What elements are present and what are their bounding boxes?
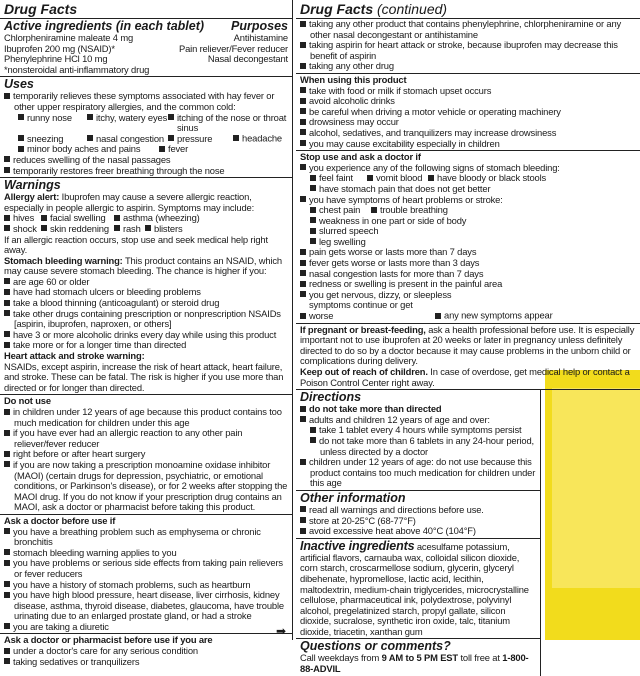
stomach-item: have had stomach ulcers or bleeding problems [4, 287, 288, 298]
stop-heart-symptom: leg swelling [300, 237, 636, 248]
ask-doctor-item: you have high blood pressure, heart disease, liver cirrhosis, kidney disease, asthma, thyroid disease, diabetes, glaucoma, have trouble urinating due to an enlarged prostate gland, or had a stroke [4, 590, 288, 622]
other-information-heading: Other information [300, 490, 406, 505]
stomach-item: are age 60 or older [4, 277, 288, 288]
uses-symptoms: runny nose itchy, watery eyes itching of the nose or throat sneezing nasal congestionsinus pressure headache minor body aches and pains fever [4, 113, 288, 155]
ingredient-name: Chlorpheniramine maleate 4 mg [4, 32, 134, 43]
ingredient-name: Ibuprofen 200 mg (NSAID)* [4, 42, 115, 54]
drug-facts-continued-title: Drug Facts (continued) [296, 0, 640, 19]
stomach-item: have 3 or more alcoholic drinks every day while using this product [4, 330, 288, 341]
do-not-use-label: Do not use [4, 395, 51, 407]
continued-item: taking aspirin for heart attack or stroke, because ibuprofen may decrease this benefit of aspirin [300, 40, 636, 61]
continued-item: taking any other drug [300, 61, 636, 72]
active-ingredients-section [0, 19, 292, 77]
warnings-heading: Warnings [4, 178, 61, 193]
drug-facts-title: Drug Facts [0, 0, 292, 19]
ask-pharmacist-label: Ask a doctor or pharmacist before use if you are [4, 634, 213, 646]
other-info-item: store at 20-25°C (68-77°F) [300, 516, 536, 527]
other-info-item: read all warnings and directions before use. [300, 505, 536, 516]
ask-doctor-label: Ask a doctor before use if [4, 514, 116, 526]
uses-item: temporarily relieves these symptoms associated with hay fever or other upper respiratory allergies, and the common cold: [4, 91, 288, 112]
pregnancy-warning: If pregnant or breast-feeding, ask a health professional before use. It is especially important not to use ibuprofen at 20 weeks or later in pregnancy unless definitely directed to do so by a doctor because it may cause problems in the unborn child or complications during delivery. [300, 323, 635, 367]
stop-use-item: you have symptoms of heart problems or stroke: [300, 195, 636, 206]
nsaid-footnote: *nonsteroidal anti-inflammatory drug [4, 63, 150, 75]
questions-phone: Call weekdays from 9 AM to 5 PM EST toll free at 1-800-88-ADVIL [300, 652, 529, 675]
ingredient-purpose: Antihistamine [233, 32, 288, 43]
warnings-section [0, 178, 292, 668]
ask-doctor-item: stomach bleeding warning applies to you [4, 548, 288, 559]
stomach-warning: Stomach bleeding warning: This product contains an NSAID, which may cause severe stomach bleeding. The chance is higher if you: [4, 254, 282, 277]
when-using-item: drowsiness may occur [300, 117, 636, 128]
do-not-use-item: in children under 12 years of age because this product contains too much medication for children under this age [4, 407, 288, 428]
directions-item: children under 12 years of age: do not use because this product contains too much medication for children under this age [300, 457, 536, 489]
uses-item: temporarily restores freer breathing through the nose [4, 166, 288, 177]
stop-use-item: you get nervous, dizzy, or sleepless [300, 290, 636, 301]
directions-heading: Directions [300, 390, 362, 405]
ask-doctor-item: you are taking a diuretic [4, 622, 288, 633]
stop-use-label: Stop use and ask a doctor if [300, 151, 421, 163]
ingredient-purpose: Nasal decongestant [207, 53, 288, 65]
directions-item: adults and children 12 years of age and over: [300, 415, 536, 426]
stop-use-item: you experience any of the following signs of stomach bleeding: [300, 163, 636, 174]
ingredient-name: Phenylephrine HCl 10 mg [4, 53, 108, 65]
ingredient-purpose: Pain reliever/Fever reducer [178, 42, 288, 54]
stop-symptom: have stomach pain that does not get better [300, 184, 636, 195]
when-using-item: be careful when driving a motor vehicle or operating machinery [300, 107, 636, 118]
right-column [296, 0, 640, 675]
allergy-symptoms: hives facial swelling asthma (wheezing) shock skin reddening rash blisters [4, 213, 288, 234]
do-not-use-item: right before or after heart surgery [4, 449, 288, 460]
uses-item: reduces swelling of the nasal passages [4, 155, 288, 166]
allergy-alert: Allergy alert: Ibuprofen may cause a severe allergic reaction, especially in people allergic to aspirin. Symptoms may include: [4, 191, 255, 213]
directions-item: do not take more than directed [300, 404, 536, 415]
stomach-item: take a blood thinning (anticoagulant) or steroid drug [4, 298, 288, 309]
questions-heading: Questions or comments? [300, 639, 451, 654]
left-column [0, 0, 293, 667]
uses-section [0, 77, 292, 178]
ask-doctor-item: you have a breathing problem such as emphysema or chronic bronchitis [4, 527, 288, 548]
when-using-item: take with food or milk if stomach upset occurs [300, 86, 636, 97]
ask-pharmacist-item: taking sedatives or tranquilizers [4, 657, 288, 668]
other-information-section [296, 491, 541, 539]
active-ingredients-heading: Active ingredients (in each tablet) [4, 19, 205, 33]
inactive-ingredients-text: Inactive ingredients acesulfame potassium, artificial flavors, carnauba wax, colloidal silicon dioxide, corn starch, croscarmellose sodium, glycerin, glyceryl dibehenate, hypromellose, lactic acid, lecithin, maltodextrin, medium-chain triglycerides, microcrystalline cellulose, pharmaceutical ink, polydextrose, polyvinyl alcohol, pregelatinized starch, propyl gallate, silicon dioxide, sucralose, synthetic iron oxide, talc, titanium dioxide, triacetin, xanthan gum [300, 538, 529, 637]
stop-heart-symptoms: chest pain trouble breathing [300, 205, 636, 216]
directions-subitem: take 1 tablet every 4 hours while symptoms persist [300, 425, 536, 436]
do-not-use-item: if you are now taking a prescription monoamine oxidase inhibitor (MAOI) (certain drugs for depression, psychiatric, or emotional conditions, or Parkinson's disease), or for 2 weeks after stopping the MAOI drug. If you do not know if your prescription drug contains an MAOI, ask a doctor or pharmacist before taking this product. [4, 460, 288, 513]
stomach-item: take other drugs containing prescription or nonprescription NSAIDs [aspirin, ibuprofen, naproxen, or others] [4, 309, 288, 330]
ask-pharmacist-item: under a doctor's care for any serious condition [4, 646, 288, 657]
purposes-heading: Purposes [231, 19, 288, 33]
allergy-stop: If an allergic reaction occurs, stop use and seek medical help right away. [4, 233, 268, 256]
heart-warning-label: Heart attack and stroke warning: [4, 350, 145, 362]
stop-symptoms: feel faint vomit blood have bloody or black stools [300, 173, 636, 184]
directions-subitem: do not take more than 6 tablets in any 24-hour period, unless directed by a doctor [300, 436, 536, 457]
stop-use-item: symptoms continue or get worse any new symptoms appear [300, 300, 636, 321]
continued-section [296, 19, 640, 390]
ask-doctor-item: you have problems or serious side effects from taking pain relievers or fever reducers [4, 558, 288, 579]
stop-use-item: nasal congestion lasts for more than 7 days [300, 269, 636, 280]
stop-heart-symptom: weakness in one part or side of body [300, 216, 636, 227]
heart-warning-text: NSAIDs, except aspirin, increase the risk of heart attack, heart failure, and stroke. These can be fatal. The risk is higher if you use more than directed or for longer than directed. [4, 360, 284, 393]
continued-item: taking any other product that contains phenylephrine, chlorpheniramine or any other nasal decongestant or antihistamine [300, 19, 636, 40]
stop-use-item: pain gets worse or lasts more than 7 days [300, 247, 636, 258]
ask-doctor-item: you have a history of stomach problems, such as heartburn [4, 580, 288, 591]
uses-heading: Uses [4, 77, 34, 92]
inactive-ingredients-section [296, 539, 541, 640]
other-info-item: avoid excessive heat above 40°C (104°F) [300, 526, 536, 537]
questions-section [296, 639, 541, 675]
stomach-item: take more or for a longer time than directed [4, 340, 288, 351]
when-using-label: When using this product [300, 73, 407, 85]
continue-arrow-icon: ➡ [276, 624, 287, 638]
do-not-use-item: if you have ever had an allergic reaction to any other pain reliever/fever reducer [4, 428, 288, 449]
directions-section [296, 390, 541, 491]
stop-use-item: fever gets worse or lasts more than 3 days [300, 258, 636, 269]
when-using-item: you may cause excitability especially in children [300, 139, 636, 150]
stop-use-item: redness or swelling is present in the painful area [300, 279, 636, 290]
when-using-item: avoid alcoholic drinks [300, 96, 636, 107]
stop-heart-symptom: slurred speech [300, 226, 636, 237]
when-using-item: alcohol, sedatives, and tranquilizers may increase drowsiness [300, 128, 636, 139]
keep-out-of-reach: Keep out of reach of children. In case of overdose, get medical help or contact a Poison Control Center right away. [300, 366, 630, 388]
